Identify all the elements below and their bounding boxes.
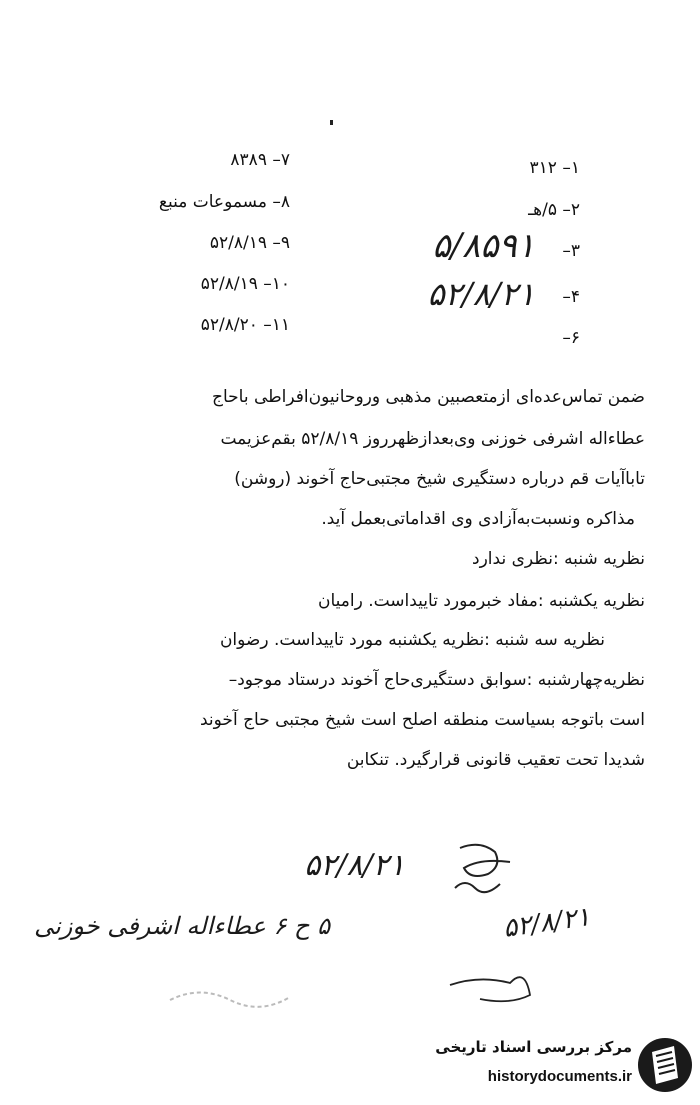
header-left-item-9: ۹– ۵۲/۸/۱۹	[209, 233, 290, 253]
initials-scribble	[440, 955, 550, 1015]
header-left-item-10: ۱۰– ۵۲/۸/۱۹	[200, 274, 290, 294]
watermark-title: مرکز بررسی اسناد تاریخی	[435, 1038, 632, 1056]
opinion-wednesday-line-3: شدیدا تحت تعقیب قانونی قرارگیرد. تنکابن	[346, 750, 645, 770]
faint-stamp-left	[160, 975, 320, 1015]
handwritten-date-right: ۵۲/۸/۲۱	[500, 902, 592, 944]
body-line-3: تاباآیات قم درباره دستگیری شیخ مجتبی‌حاج آخوند (روشن)	[234, 469, 645, 489]
signature-mark	[440, 838, 530, 908]
handwritten-note-left: ۵ ح ۶ عطاءاله اشرفی خوزنی	[34, 912, 330, 940]
header-right-item-4: ۴–	[562, 287, 580, 307]
top-mark	[330, 120, 333, 125]
opinion-tuesday: نظریه سه شنبه :نظریه یکشنبه مورد تاییداست. رضوان	[219, 630, 605, 650]
opinion-sunday: نظریه یکشنبه :مفاد خبرمورد تاییداست. رامیان	[317, 591, 645, 611]
body-line-2: عطاءاله اشرفی خوزنی وی‌بعدازظهرروز ۵۲/۸/۱۹ بقم‌عزیمت	[220, 429, 645, 449]
body-line-1: ضمن تماس‌عده‌ای ازمتعصبین مذهبی وروحانیون‌افراطی باحاج	[212, 387, 645, 407]
watermark-url: historydocuments.ir	[487, 1068, 632, 1085]
header-right-item-3: ۳–	[562, 241, 580, 261]
header-right-item-1: ۱– ۳۱۲	[529, 158, 580, 178]
handwritten-item4: ۵۲/۸/۲۱	[427, 275, 535, 313]
body-line-4: مذاکره ونسبت‌به‌آزادی وی اقداماتی‌بعمل آید.	[321, 509, 635, 529]
header-left-item-8: ۸– مسموعات منبع	[158, 192, 290, 212]
opinion-wednesday: نظریه‌چهارشنبه :سوابق دستگیری‌حاج آخوند درستاد موجود–	[228, 670, 645, 690]
opinion-wednesday-line-2: است باتوجه بسیاست منطقه اصلح است شیخ مجتبی حاج آخوند	[200, 710, 645, 730]
header-left-item-11: ۱۱– ۵۲/۸/۲۰	[200, 315, 290, 335]
header-right-item-2: ۲– ۵/هـ	[528, 200, 580, 220]
opinion-saturday: نظریه شنبه :نظری ندارد	[472, 549, 645, 569]
handwritten-date-center: ۵۲/۸/۲۱	[304, 848, 405, 883]
handwritten-item3: ۵/۸۵۹۱	[432, 226, 535, 266]
watermark	[415, 1030, 700, 1105]
archive-logo-icon	[636, 1034, 694, 1096]
header-left-item-7: ۷– ۸۳۸۹	[230, 150, 290, 170]
header-right-item-6: ۶–	[562, 328, 580, 348]
